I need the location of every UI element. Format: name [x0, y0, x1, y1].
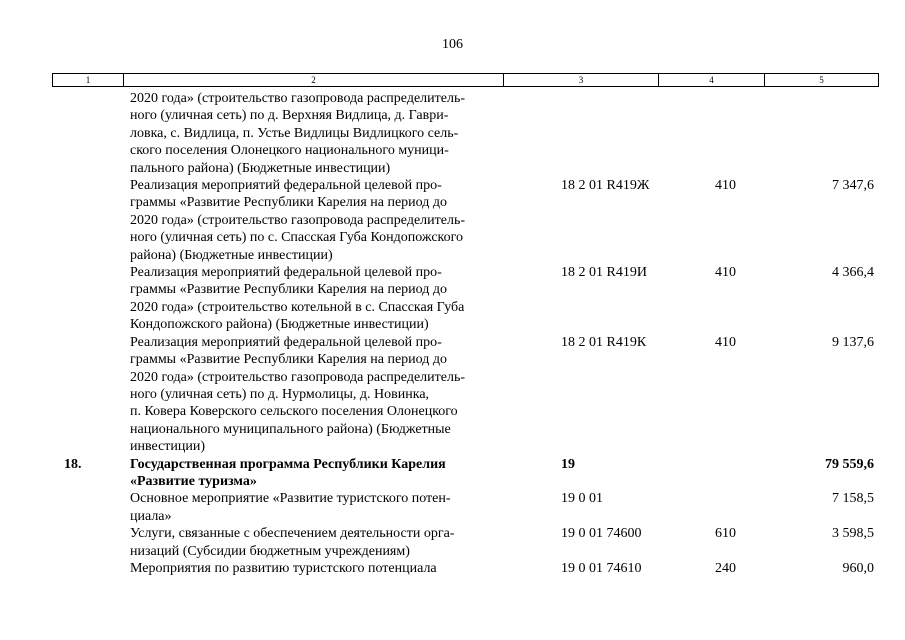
- description-line: Реализация мероприятий федеральной целевой про-: [130, 265, 442, 281]
- page-number: 106: [442, 37, 463, 52]
- row-description: [123, 264, 503, 334]
- row-target-code: 18 2 01 R419К: [561, 334, 647, 350]
- header-col-2: 2: [124, 74, 504, 86]
- row-amount: 7 158,5: [832, 491, 874, 507]
- description-line: ного (уличная сеть) по д. Нурмолицы, д. Новинка,: [130, 386, 430, 402]
- description-line: 2020 года» (строительство котельной в с. Спасская Губа: [130, 299, 465, 315]
- table-row: [52, 456, 879, 491]
- row-target-code: [503, 90, 658, 177]
- table-row: [52, 90, 879, 177]
- row-number: [52, 90, 123, 177]
- row-expense-type: 410: [715, 334, 736, 350]
- table-row: [52, 490, 879, 525]
- row-number: 18.: [64, 456, 82, 472]
- table-header: [52, 73, 879, 87]
- row-amount: 9 137,6: [832, 334, 874, 350]
- description-line: Реализация мероприятий федеральной целевой про-: [130, 334, 442, 350]
- row-amount: [764, 90, 879, 177]
- row-expense-type: [658, 490, 764, 525]
- row-description: [123, 560, 503, 577]
- table-row: [52, 560, 879, 577]
- description-line: ловка, с. Видлица, п. Устье Видлицы Видлицкого сель-: [130, 125, 459, 141]
- header-col-1: 1: [53, 74, 124, 86]
- description-line: ного (уличная сеть) по с. Спасская Губа Кондопожского: [130, 230, 464, 246]
- row-description: [123, 90, 503, 177]
- header-col-4: 4: [659, 74, 765, 86]
- description-line: пального района) (Бюджетные инвестиции): [130, 160, 391, 176]
- row-amount: 960,0: [842, 560, 874, 576]
- row-amount: 3 598,5: [832, 526, 874, 542]
- row-number: [52, 490, 123, 525]
- description-line: Реализация мероприятий федеральной целевой про-: [130, 178, 442, 194]
- description-line: «Развитие туризма»: [130, 473, 257, 489]
- row-description: [123, 490, 503, 525]
- row-expense-type: 240: [715, 560, 736, 576]
- row-expense-type: [658, 90, 764, 177]
- header-col-3: 3: [504, 74, 659, 86]
- row-number: [52, 560, 123, 577]
- description-line: Государственная программа Республики Карелия: [130, 456, 446, 472]
- description-line: Основное мероприятие «Развитие туристского потен-: [130, 491, 451, 507]
- row-description: [123, 456, 503, 491]
- row-target-code: 18 2 01 R419Ж: [561, 178, 650, 194]
- row-target-code: 19 0 01: [561, 491, 603, 507]
- table-row: [52, 334, 879, 456]
- row-number: [52, 525, 123, 560]
- row-description: [123, 177, 503, 264]
- description-line: граммы «Развитие Республики Карелия на период до: [130, 282, 448, 298]
- description-line: района) (Бюджетные инвестиции): [130, 247, 333, 263]
- row-number: [52, 177, 123, 264]
- row-expense-type: 410: [715, 178, 736, 194]
- description-line: 2020 года» (строительство газопровода распределитель-: [130, 212, 466, 228]
- row-expense-type: 610: [715, 526, 736, 542]
- row-target-code: 18 2 01 R419И: [561, 265, 647, 281]
- description-line: граммы «Развитие Республики Карелия на период до: [130, 352, 448, 368]
- description-line: ского поселения Олонецкого национального муници-: [130, 143, 449, 159]
- table-row: [52, 264, 879, 334]
- row-number: [52, 334, 123, 456]
- description-line: Кондопожского района) (Бюджетные инвестиции): [130, 317, 429, 333]
- row-target-code: 19 0 01 74610: [561, 560, 642, 576]
- description-line: Мероприятия по развитию туристского потенциала: [130, 560, 437, 576]
- row-amount: 79 559,6: [825, 456, 874, 472]
- description-line: низаций (Субсидии бюджетным учреждениям): [130, 543, 410, 559]
- description-line: граммы «Развитие Республики Карелия на период до: [130, 195, 448, 211]
- description-line: национального муниципального района) (Бюджетные: [130, 421, 451, 437]
- description-line: ного (уличная сеть) по д. Верхняя Видлица, д. Гаври-: [130, 108, 449, 124]
- description-line: Услуги, связанные с обеспечением деятельности орга-: [130, 526, 455, 542]
- row-number: [52, 264, 123, 334]
- row-amount: 7 347,6: [832, 178, 874, 194]
- header-col-5: 5: [819, 75, 824, 85]
- description-line: п. Ковера Коверского сельского поселения Олонецкого: [130, 404, 458, 420]
- description-line: циала»: [130, 508, 172, 524]
- row-target-code: 19: [561, 456, 575, 472]
- row-expense-type: 410: [715, 265, 736, 281]
- row-description: [123, 334, 503, 456]
- table-row: [52, 177, 879, 264]
- row-expense-type: [658, 456, 764, 491]
- row-amount: 4 366,4: [832, 265, 874, 281]
- row-target-code: 19 0 01 74600: [561, 526, 642, 542]
- row-description: [123, 525, 503, 560]
- description-line: 2020 года» (строительство газопровода распределитель-: [130, 369, 466, 385]
- table-body: [52, 90, 879, 577]
- description-line: 2020 года» (строительство газопровода распределитель-: [130, 91, 466, 106]
- table-row: [52, 525, 879, 560]
- description-line: инвестиции): [130, 439, 206, 455]
